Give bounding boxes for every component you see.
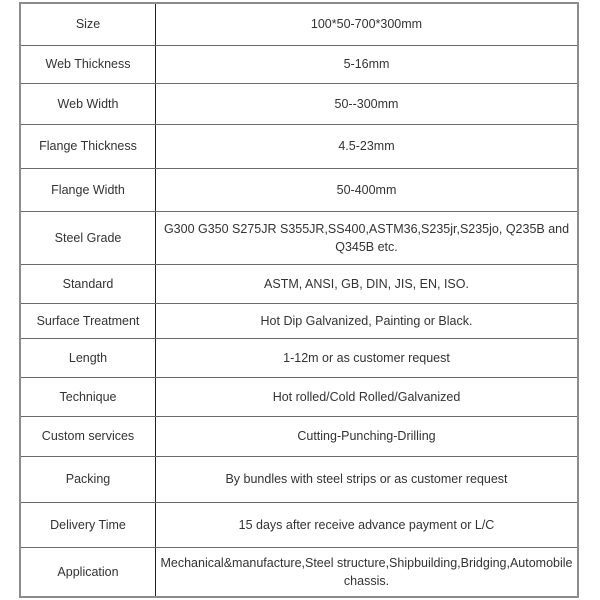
table-row-flange-thickness bbox=[20, 124, 578, 168]
table-row-web-thickness bbox=[20, 45, 578, 83]
row-value: Cutting-Punching-Drilling bbox=[156, 416, 579, 456]
row-label: Technique bbox=[20, 377, 156, 416]
spec-table-body bbox=[20, 3, 578, 597]
row-value: 15 days after receive advance payment or L/C bbox=[156, 502, 579, 547]
row-label: Application bbox=[20, 547, 156, 597]
row-label: Surface Treatment bbox=[20, 303, 156, 338]
row-value: 4.5-23mm bbox=[156, 124, 579, 168]
product-spec-table bbox=[19, 2, 579, 598]
row-label: Web Thickness bbox=[20, 45, 156, 83]
table-row-standard bbox=[20, 264, 578, 303]
table-row-custom-services bbox=[20, 416, 578, 456]
row-value: By bundles with steel strips or as customer request bbox=[156, 456, 579, 502]
row-label: Size bbox=[20, 3, 156, 45]
row-label: Packing bbox=[20, 456, 156, 502]
table-row-steel-grade bbox=[20, 211, 578, 264]
row-value: 1-12m or as customer request bbox=[156, 338, 579, 377]
row-label: Steel Grade bbox=[20, 211, 156, 264]
row-value: Mechanical&manufacture,Steel structure,Shipbuilding,Bridging,Automobile chassis. bbox=[156, 547, 579, 597]
row-value: ASTM, ANSI, GB, DIN, JIS, EN, ISO. bbox=[156, 264, 579, 303]
row-value: G300 G350 S275JR S355JR,SS400,ASTM36,S235jr,S235jo, Q235B and Q345B etc. bbox=[156, 211, 579, 264]
table-row-flange-width bbox=[20, 168, 578, 211]
row-value: Hot rolled/Cold Rolled/Galvanized bbox=[156, 377, 579, 416]
table-row-technique bbox=[20, 377, 578, 416]
table-row-size bbox=[20, 3, 578, 45]
row-label: Custom services bbox=[20, 416, 156, 456]
table-row-length bbox=[20, 338, 578, 377]
row-label: Standard bbox=[20, 264, 156, 303]
table-row-web-width bbox=[20, 83, 578, 124]
table-row-surface-treatment bbox=[20, 303, 578, 338]
row-label: Web Width bbox=[20, 83, 156, 124]
row-value: 100*50-700*300mm bbox=[156, 3, 579, 45]
row-label: Delivery Time bbox=[20, 502, 156, 547]
row-value: Hot Dip Galvanized, Painting or Black. bbox=[156, 303, 579, 338]
table-row-delivery-time bbox=[20, 502, 578, 547]
table-row-packing bbox=[20, 456, 578, 502]
row-value: 50--300mm bbox=[156, 83, 579, 124]
row-value: 5-16mm bbox=[156, 45, 579, 83]
table-row-application bbox=[20, 547, 578, 597]
row-label: Length bbox=[20, 338, 156, 377]
row-value: 50-400mm bbox=[156, 168, 579, 211]
row-label: Flange Thickness bbox=[20, 124, 156, 168]
row-label: Flange Width bbox=[20, 168, 156, 211]
